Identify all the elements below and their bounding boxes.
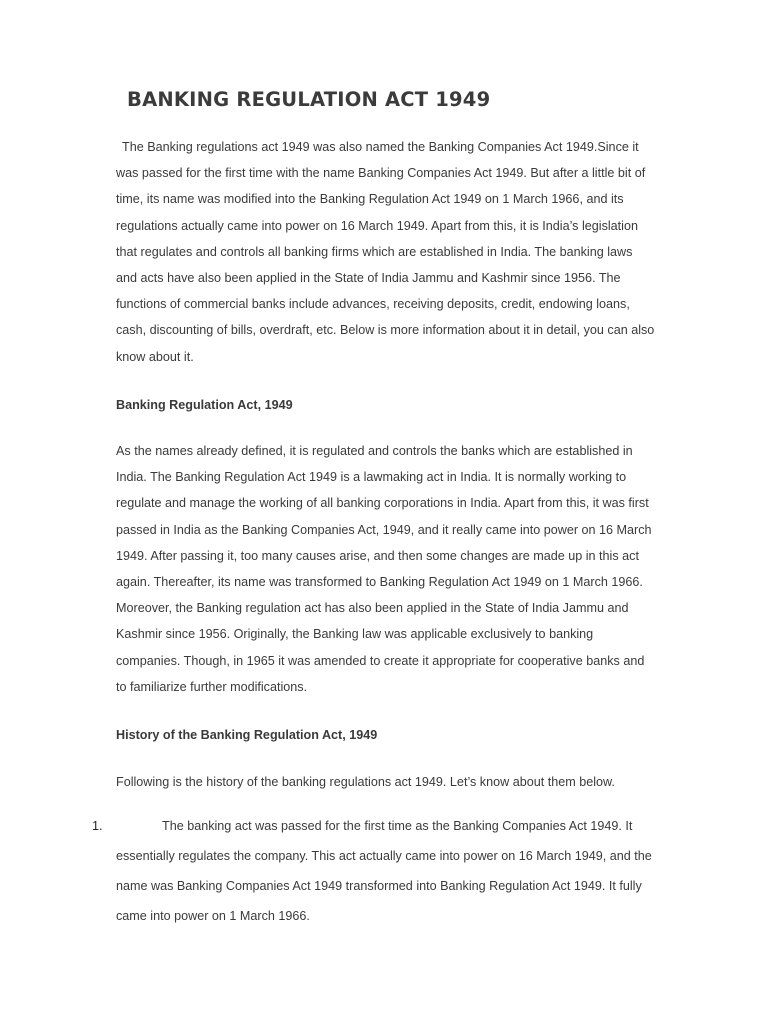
document-title: BANKING REGULATION ACT 1949 <box>127 88 491 111</box>
section-heading-history: History of the Banking Regulation Act, 1949 <box>116 728 378 742</box>
section-heading-act: Banking Regulation Act, 1949 <box>116 398 293 412</box>
section-paragraph-act: As the names already defined, it is regulated and controls the banks which are established in India. The Banking Regulation Act 1949 is a lawmaking act in India. It is normally working to regulate and manage the working of all banking corporations in India. Apart from this, it was first passed in India as the Banking Companies Act, 1949, and it really came into power on 16 March 1949. After passing it, too many causes arise, and then some changes are made up in this act again. Thereafter, its name was transformed to Banking Regulation Act 1949 on 1 March 1966. Moreover, the Banking regulation act has also been applied in the State of India Jammu and Kashmir since 1956. Originally, the Banking law was applicable exclusively to banking companies. Though, in 1965 it was amended to create it appropriate for cooperative banks and to familiarize further modifications. <box>116 444 652 694</box>
intro-paragraph: The Banking regulations act 1949 was also named the Banking Companies Act 1949.Since it was passed for the first time with the name Banking Companies Act 1949. But after a little bit of time, its name was modified into the Banking Regulation Act 1949 on 1 March 1966, and its regulations actually came into power on 16 March 1949. Apart from this, it is India’s legislation that regulates and controls all banking firms which are established in India. The banking laws and acts have also been applied in the State of India Jammu and Kashmir since 1956. The functions of commercial banks include advances, receiving deposits, credit, endowing loans, cash, discounting of bills, overdraft, etc. Below is more information about it in detail, you can also know about it. <box>116 140 655 364</box>
list-item-number: 1. <box>92 819 103 833</box>
list-item-text: The banking act was passed for the first time as the Banking Companies Act 1949. It essentially regulates the company. This act actually came into power on 16 March 1949, and the name was Banking Companies Act 1949 transformed into Banking Regulation Act 1949. It fully came into power on 1 March 1966. <box>116 819 652 923</box>
section-paragraph-history: Following is the history of the banking regulations act 1949. Let’s know about them below. <box>116 775 615 789</box>
